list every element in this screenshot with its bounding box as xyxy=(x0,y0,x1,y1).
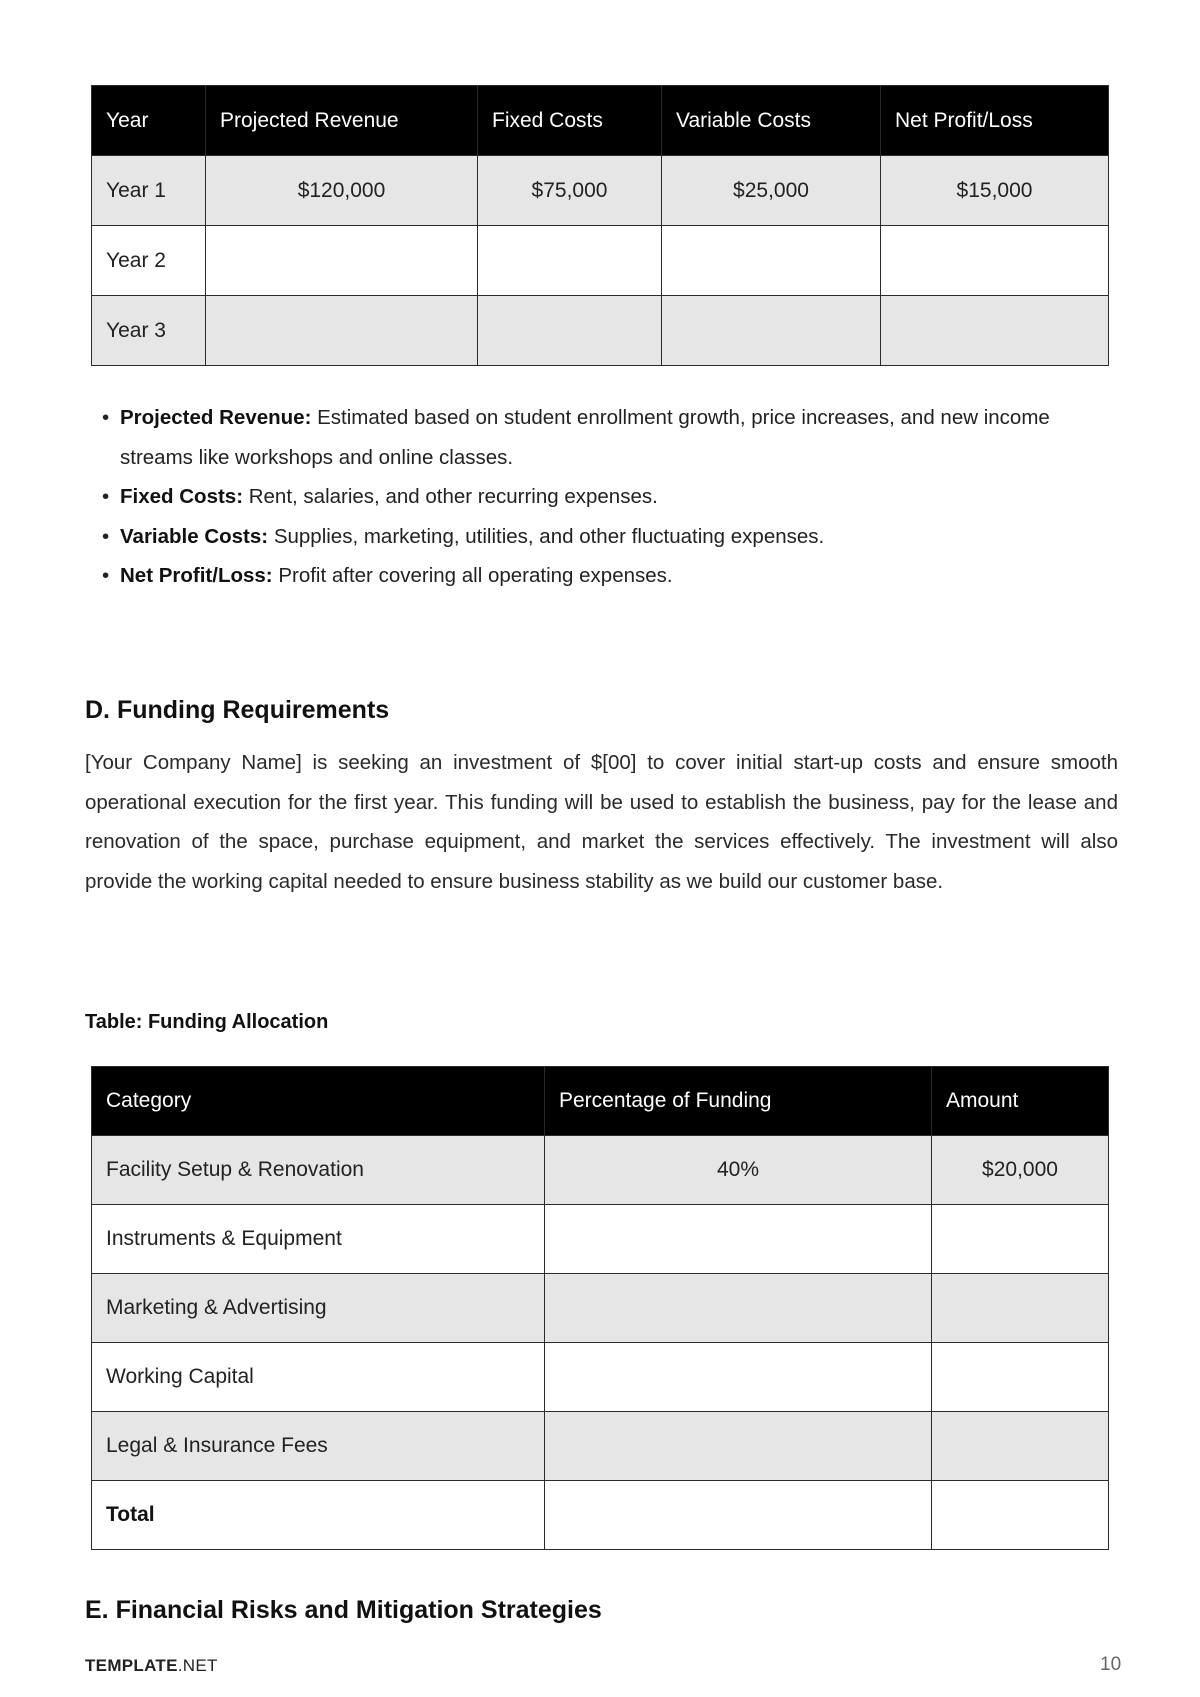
table-cell xyxy=(932,1274,1109,1343)
table-row xyxy=(92,1205,1109,1274)
table-cell xyxy=(932,1205,1109,1274)
table-cell xyxy=(932,1481,1109,1550)
table-row xyxy=(92,1343,1109,1412)
table-cell: Marketing & Advertising xyxy=(92,1274,545,1343)
column-header: Year xyxy=(92,86,206,156)
column-header: Projected Revenue xyxy=(206,86,478,156)
column-header: Amount xyxy=(932,1067,1109,1136)
table-header-row xyxy=(92,1067,1109,1136)
table-row xyxy=(92,1412,1109,1481)
table-cell: 40% xyxy=(545,1136,932,1205)
table-cell xyxy=(206,296,478,366)
funding-allocation-table xyxy=(91,1066,1109,1550)
table-cell xyxy=(478,226,662,296)
list-item xyxy=(100,517,1100,557)
table-row xyxy=(92,1274,1109,1343)
table-cell xyxy=(545,1343,932,1412)
footer-brand-logo xyxy=(85,1656,218,1676)
table-total-row xyxy=(92,1481,1109,1550)
table-caption: Table: Funding Allocation xyxy=(85,1011,329,1033)
table-cell xyxy=(545,1412,932,1481)
table-cell: Instruments & Equipment xyxy=(92,1205,545,1274)
table-cell xyxy=(662,296,881,366)
page-number: 10 xyxy=(1100,1654,1122,1675)
brand-suffix: .NET xyxy=(177,1656,218,1675)
list-item-term: Projected Revenue: xyxy=(120,406,312,429)
list-item-term: Fixed Costs: xyxy=(120,485,244,508)
table-row xyxy=(92,1136,1109,1205)
table-cell xyxy=(881,226,1109,296)
section-heading-risks: E. Financial Risks and Mitigation Strategies xyxy=(85,1596,602,1624)
table-cell xyxy=(932,1412,1109,1481)
table-cell: Facility Setup & Renovation xyxy=(92,1136,545,1205)
definitions-list xyxy=(100,398,1100,596)
table-cell: $120,000 xyxy=(206,156,478,226)
list-item-text: Profit after covering all operating expenses. xyxy=(272,564,673,587)
table-cell: $15,000 xyxy=(881,156,1109,226)
table-cell: $25,000 xyxy=(662,156,881,226)
table-cell: Year 3 xyxy=(92,296,206,366)
table-cell xyxy=(545,1481,932,1550)
section-heading-funding: D. Funding Requirements xyxy=(85,696,390,724)
financial-projection-table xyxy=(91,85,1109,366)
table-cell: $75,000 xyxy=(478,156,662,226)
list-item-term: Variable Costs: xyxy=(120,524,269,548)
list-item xyxy=(100,398,1100,477)
table-cell: $20,000 xyxy=(932,1136,1109,1205)
table-cell xyxy=(478,296,662,366)
table-row xyxy=(92,296,1109,366)
table-cell: Year 2 xyxy=(92,226,206,296)
table-cell xyxy=(662,226,881,296)
table-row xyxy=(92,156,1109,226)
table-cell: Legal & Insurance Fees xyxy=(92,1412,545,1481)
table-cell xyxy=(932,1343,1109,1412)
table-cell: Year 1 xyxy=(92,156,206,226)
list-item-term: Net Profit/Loss: xyxy=(120,564,273,587)
column-header: Percentage of Funding xyxy=(545,1067,932,1136)
list-item-text: Supplies, marketing, utilities, and other fluctuating expenses. xyxy=(268,524,825,548)
table-cell: Total xyxy=(92,1481,545,1550)
column-header: Category xyxy=(92,1067,545,1136)
list-item-text: Estimated based on student enrollment growth, price increases, and new income streams like workshops and online classes. xyxy=(120,406,1050,469)
funding-paragraph: [Your Company Name] is seeking an investment of $[00] to cover initial start-up costs and ensure smooth operational execution for the first year. This funding will be used to establish the business, pay for the lease and renovation of the space, purchase equipment, and market the services effectively. The investment will also provide the working capital needed to ensure business stability as we build our customer base. xyxy=(85,751,1118,893)
brand-name: TEMPLATE xyxy=(85,1656,178,1675)
column-header: Net Profit/Loss xyxy=(881,86,1109,156)
list-item-text: Rent, salaries, and other recurring expenses. xyxy=(243,485,658,508)
table-cell xyxy=(545,1205,932,1274)
table-cell xyxy=(881,296,1109,366)
table-cell xyxy=(206,226,478,296)
table-cell xyxy=(545,1274,932,1343)
column-header: Variable Costs xyxy=(662,86,881,156)
table-cell: Working Capital xyxy=(92,1343,545,1412)
column-header: Fixed Costs xyxy=(478,86,662,156)
table-header-row xyxy=(92,86,1109,156)
list-item xyxy=(100,477,1100,517)
table-row xyxy=(92,226,1109,296)
list-item xyxy=(100,556,1100,596)
